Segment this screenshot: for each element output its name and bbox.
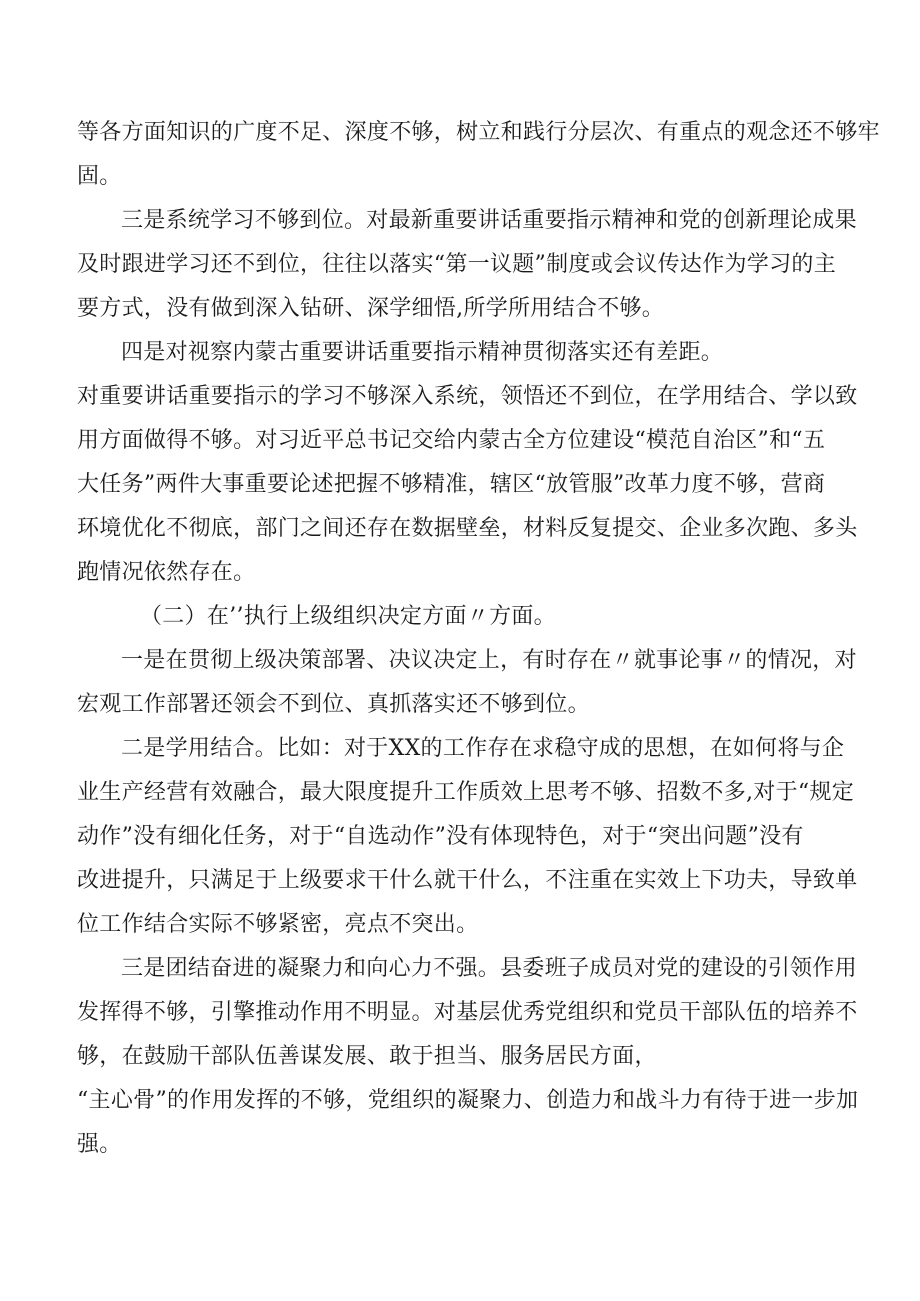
text-line: 宏观工作部署还领会不到位、真抓落实还不够到位。: [77, 692, 590, 717]
paragraph-start-line: 三是系统学习不够到位。对最新重要讲话重要指示精神和党的创新理论成果: [121, 208, 857, 233]
text-line: 够，在鼓励干部队伍善谋发展、敢于担当、服务居民方面，: [77, 1044, 657, 1069]
text-line: 固。: [77, 164, 122, 189]
paragraph-start-line: 三是团结奋进的凝聚力和向心力不强。县委班子成员对党的建设的引领作用: [121, 956, 857, 981]
text-line: 动作”没有细化任务，对于“自选动作”没有体现特色，对于“突出问题”没有: [77, 824, 804, 849]
paragraph-start-line: 一是在贯彻上级决策部署、决议决定上，有时存在〃就事论事〃的情况，对: [121, 648, 857, 673]
text-line: 等各方面知识的广度不足、深度不够，树立和践行分层次、有重点的观念还不够牢: [77, 120, 880, 145]
text-line: 用方面做得不够。对习近平总书记交给内蒙古全方位建设“模范自治区”和“五: [77, 428, 826, 453]
text-line: 对重要讲话重要指示的学习不够深入系统，领悟还不到位，在学用结合、学以致: [77, 384, 858, 409]
text-line: 要方式，没有做到深入钻研、深学细悟,所学所用结合不够。: [77, 296, 665, 321]
text-line: 及时跟进学习还不到位，往往以落实“第一议题”制度或会议传达作为学习的主: [77, 252, 836, 277]
text-line: 改进提升，只满足于上级要求干什么就干什么，不注重在实效上下功夫，导致单: [77, 868, 858, 893]
text-line: “主心骨”的作用发挥的不够，党组织的凝聚力、创造力和战斗力有待于进一步加: [77, 1088, 859, 1113]
section-heading: （二）在’’执行上级组织决定方面〃方面。: [140, 604, 556, 629]
paragraph-start-line: 四是对视察内蒙古重要讲话重要指示精神贯彻落实还有差距。: [121, 340, 724, 365]
text-line: 强。: [77, 1132, 122, 1157]
text-line: 环境优化不彻底，部门之间还存在数据壁垒，材料反复提交、企业多次跑、多头: [77, 516, 858, 541]
text-line: 业生产经营有效融合，最大限度提升工作质效上思考不够、招数不多,对于“规定: [77, 780, 855, 805]
paragraph-start-line: 二是学用结合。比如：对于XX的工作存在求稳守成的思想，在如何将与企: [121, 736, 845, 761]
text-line: 发挥得不够，引擎推动作用不明显。对基层优秀党组织和党员干部队伍的培养不: [77, 1000, 858, 1025]
text-line: 位工作结合实际不够紧密，亮点不突出。: [77, 912, 479, 937]
text-line: 跑情况依然存在。: [77, 560, 256, 585]
text-line: 大任务”两件大事重要论述把握不够精准，辖区“放管服”改革力度不够，营商: [77, 472, 826, 497]
